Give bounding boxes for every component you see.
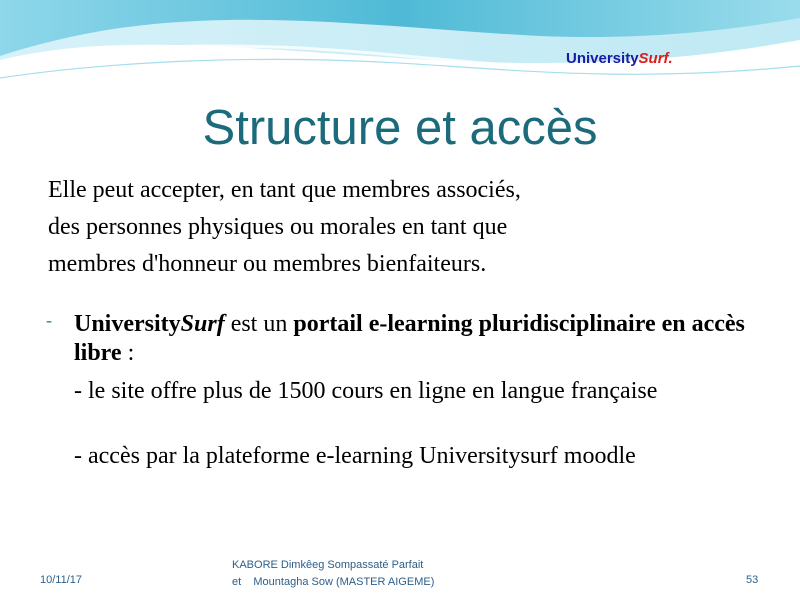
bullet-text — [50, 310, 750, 368]
footer-page-number: 53 — [746, 574, 759, 586]
footer-date: 10/11/17 — [40, 574, 83, 586]
intro-line: membres d'honneur ou membres bienfaiteurs. — [48, 251, 487, 277]
sub-item-access: - accès par la plateforme e-learning Universitysurf moodle — [74, 443, 636, 469]
sub-item-courses: - le site offre plus de 1500 cours en ligne en langue française — [74, 378, 658, 404]
logo-surf: Surf. — [638, 50, 673, 67]
header-wave-decoration — [0, 0, 800, 110]
slide-title: Structure et accès — [202, 101, 598, 155]
bullet-text-end: : — [121, 340, 135, 366]
bullet-text-mid: est un — [224, 311, 294, 337]
intro-line: des personnes physiques ou morales en tant que — [48, 214, 508, 240]
footer-author-line: et Mountagha Sow (MASTER AIGEME) — [232, 576, 435, 588]
logo-university: University — [566, 50, 639, 67]
bullet-bold-phrase: portail e-learning pluridisciplinaire en accès libre — [74, 311, 745, 366]
bullet-item — [46, 310, 750, 368]
footer-author-line: KABORE Dimkêeg Sompassaté Parfait — [232, 559, 424, 571]
bullet-marker: - — [46, 310, 52, 330]
intro-paragraph — [48, 172, 521, 283]
footer-author — [232, 557, 434, 591]
universitysurf-logo — [566, 50, 673, 67]
intro-line: Elle peut accepter, en tant que membres associés, — [48, 177, 521, 203]
bullet-brand-part2: Surf — [180, 311, 225, 337]
bullet-brand — [74, 311, 225, 337]
bullet-brand-part1: University — [74, 311, 181, 337]
